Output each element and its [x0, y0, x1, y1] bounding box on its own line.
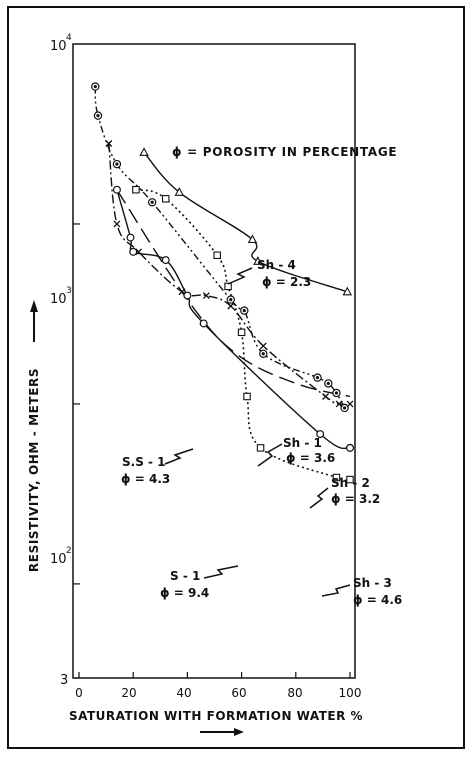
marker-s-1 — [244, 393, 250, 399]
marker-sh-1 — [243, 309, 246, 312]
marker-sh-4 — [140, 148, 148, 155]
label-sh1-name: Sh - 1 — [283, 436, 322, 450]
marker-sh-1 — [115, 163, 118, 166]
marker-sh-1 — [96, 114, 99, 117]
marker-sh-3 — [347, 444, 354, 451]
legend-note: ϕ = POROSITY IN PERCENTAGE — [172, 145, 398, 159]
x-axis-label: SATURATION WITH FORMATION WATER % — [68, 709, 364, 723]
marker-sh-2 — [347, 401, 353, 407]
y-tick-exp-100: 2 — [66, 546, 72, 556]
x-tick-label-60: 60 — [231, 686, 247, 700]
marker-sh-1 — [343, 406, 346, 409]
label-sh3-name: Sh - 3 — [353, 576, 392, 590]
series-line-s-s-1 — [117, 190, 350, 397]
series-line-sh-2 — [109, 144, 350, 405]
x-tick-label-20: 20 — [121, 686, 137, 700]
marker-s-1 — [238, 329, 244, 335]
marker-sh-3 — [114, 186, 121, 193]
marker-sh-1 — [229, 298, 232, 301]
marker-s-1 — [133, 187, 139, 193]
marker-sh-3 — [162, 257, 169, 264]
leader-ss1 — [165, 449, 193, 464]
marker-sh-1 — [151, 201, 154, 204]
series-markers — [92, 83, 354, 483]
label-sh3-porosity: ϕ = 4.6 — [353, 593, 403, 607]
x-tick-label-40: 40 — [176, 686, 192, 700]
y-tick-label-10000: 10 — [50, 39, 67, 54]
marker-sh-3 — [130, 248, 137, 255]
series-line-sh-3 — [117, 190, 350, 449]
marker-sh-2 — [114, 221, 120, 227]
label-sh4-name: Sh - 4 — [257, 258, 296, 272]
label-sh4-porosity: ϕ = 2.3 — [262, 275, 312, 289]
leader-s1 — [204, 566, 238, 578]
marker-sh-1 — [262, 352, 265, 355]
label-ss1-porosity: ϕ = 4.3 — [121, 472, 171, 486]
marker-s-1 — [225, 283, 231, 289]
label-s1-porosity: ϕ = 9.4 — [160, 586, 210, 600]
x-axis-arrow-icon — [200, 728, 244, 736]
marker-sh-1 — [335, 391, 338, 394]
marker-sh-2 — [228, 303, 234, 309]
leader-sh4 — [228, 268, 252, 284]
label-sh1-porosity: ϕ = 3.6 — [286, 451, 336, 465]
marker-sh-3 — [200, 320, 207, 327]
marker-sh-3 — [127, 234, 134, 241]
marker-sh-2 — [323, 393, 329, 399]
plot-area — [73, 44, 355, 678]
x-tick-label-100: 100 — [338, 686, 362, 700]
x-tick-label-0: 0 — [75, 686, 83, 700]
y-axis-arrow-icon — [30, 300, 38, 342]
marker-sh-2 — [260, 343, 266, 349]
label-sh2-porosity: ϕ = 3.2 — [331, 492, 381, 506]
label-s1-name: S - 1 — [170, 569, 201, 583]
marker-s-1 — [257, 445, 263, 451]
x-tick-label-80: 80 — [287, 686, 303, 700]
y-tick-label-1000: 10 — [50, 292, 67, 307]
label-ss1-name: S.S - 1 — [122, 455, 166, 469]
marker-sh-1 — [94, 85, 97, 88]
y-tick-label-100: 10 — [50, 552, 67, 567]
leader-sh3 — [322, 585, 350, 596]
leader-sh2 — [310, 488, 328, 508]
label-sh2-name: Sh - 2 — [331, 476, 370, 490]
marker-sh-1 — [316, 376, 319, 379]
marker-sh-1 — [327, 382, 330, 385]
marker-s-1 — [163, 196, 169, 202]
y-tick-exp-10000: 4 — [66, 33, 72, 43]
y-tick-label-3: 3 — [60, 673, 69, 688]
marker-s-1 — [214, 252, 220, 258]
y-tick-exp-1000: 3 — [66, 286, 72, 296]
y-axis-label: RESISTIVITY, OHM - METERS — [27, 367, 41, 573]
marker-sh-3 — [184, 292, 191, 299]
